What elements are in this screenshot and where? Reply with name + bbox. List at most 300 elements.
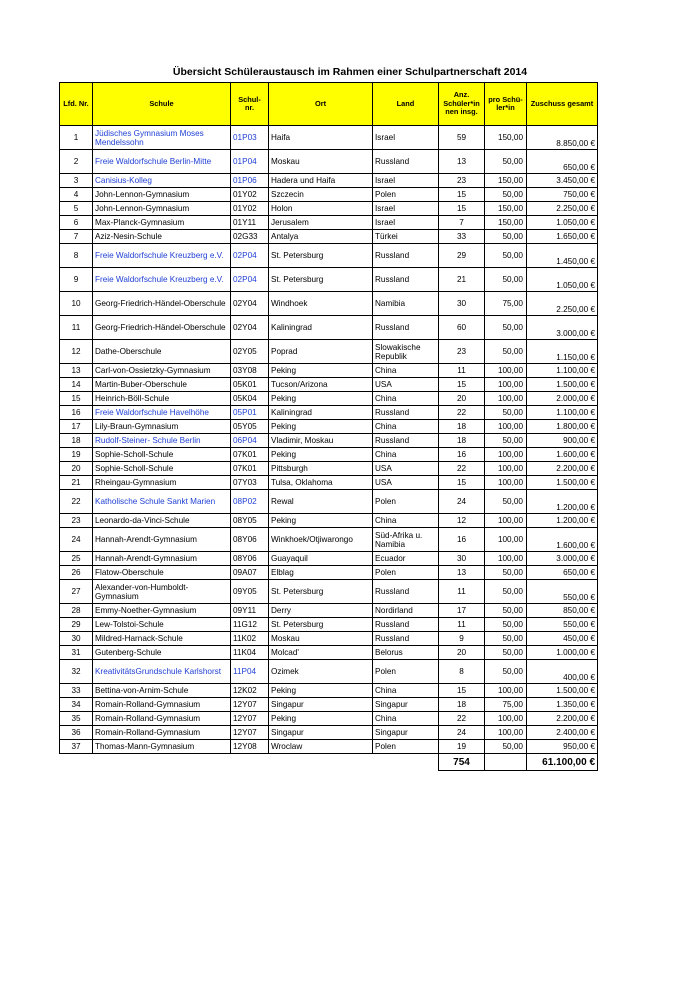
cell-land: China [373,392,439,406]
cell-anz: 8 [439,660,485,684]
cell-schule: Hannah-Arendt-Gymnasium [93,552,231,566]
cell-land: Polen [373,188,439,202]
cell-schulnr: 09A07 [231,566,269,580]
cell-zuschuss: 1.050,00 € [527,268,598,292]
cell-anz: 13 [439,150,485,174]
cell-zuschuss: 1.100,00 € [527,364,598,378]
table-row [60,174,598,188]
cell-zuschuss: 1.050,00 € [527,216,598,230]
cell-nr: 36 [60,726,93,740]
cell-anz: 23 [439,174,485,188]
totals-spacer [60,754,439,771]
table-row [60,566,598,580]
header-pro: pro Schü- ler*in [485,83,527,126]
cell-anz: 60 [439,316,485,340]
cell-pro: 50,00 [485,604,527,618]
cell-anz: 22 [439,462,485,476]
cell-pro: 50,00 [485,230,527,244]
cell-zuschuss: 3.450,00 € [527,174,598,188]
table-row [60,216,598,230]
cell-nr: 35 [60,712,93,726]
cell-zuschuss: 1.500,00 € [527,684,598,698]
cell-zuschuss: 1.450,00 € [527,244,598,268]
cell-schulnr: 11G12 [231,618,269,632]
table-row [60,202,598,216]
cell-zuschuss: 1.150,00 € [527,340,598,364]
cell-land: Polen [373,740,439,754]
cell-pro: 50,00 [485,188,527,202]
cell-anz: 20 [439,646,485,660]
cell-schule: Alexander-von-Humboldt-Gymnasium [93,580,231,604]
cell-nr: 10 [60,292,93,316]
cell-pro: 100,00 [485,528,527,552]
cell-ort: Elblag [269,566,373,580]
cell-nr: 16 [60,406,93,420]
cell-schulnr: 12Y08 [231,740,269,754]
cell-nr: 9 [60,268,93,292]
cell-schulnr: 11K04 [231,646,269,660]
cell-zuschuss: 3.000,00 € [527,552,598,566]
cell-schule: Lily-Braun-Gymnasium [93,420,231,434]
cell-zuschuss: 1.200,00 € [527,490,598,514]
cell-schulnr: 09Y11 [231,604,269,618]
cell-zuschuss: 550,00 € [527,580,598,604]
cell-schulnr: 08P02 [231,490,269,514]
cell-zuschuss: 1.350,00 € [527,698,598,712]
cell-land: USA [373,378,439,392]
cell-pro: 100,00 [485,364,527,378]
cell-nr: 13 [60,364,93,378]
cell-ort: Moskau [269,632,373,646]
cell-schule: Sophie-Scholl-Schule [93,448,231,462]
cell-land: China [373,712,439,726]
cell-nr: 24 [60,528,93,552]
cell-land: Russland [373,434,439,448]
cell-schulnr: 06P04 [231,434,269,448]
cell-ort: Peking [269,420,373,434]
cell-zuschuss: 1.200,00 € [527,514,598,528]
cell-land: Russland [373,150,439,174]
cell-ort: Kaliningrad [269,316,373,340]
cell-schulnr: 01Y02 [231,202,269,216]
cell-zuschuss: 850,00 € [527,604,598,618]
cell-pro: 100,00 [485,552,527,566]
table-row [60,406,598,420]
cell-ort: Pittsburgh [269,462,373,476]
cell-schulnr: 08Y06 [231,528,269,552]
cell-ort: Holon [269,202,373,216]
cell-nr: 8 [60,244,93,268]
header-nr: Lfd. Nr. [60,83,93,126]
cell-ort: Hadera und Haifa [269,174,373,188]
cell-anz: 30 [439,552,485,566]
cell-ort: Kaliningrad [269,406,373,420]
cell-schule: Flatow-Oberschule [93,566,231,580]
cell-nr: 22 [60,490,93,514]
table-row [60,268,598,292]
total-zuschuss: 61.100,00 € [527,754,598,771]
cell-land: China [373,448,439,462]
cell-pro: 50,00 [485,740,527,754]
cell-land: Türkei [373,230,439,244]
table-row [60,188,598,202]
cell-zuschuss: 2.400,00 € [527,726,598,740]
cell-land: Namibia [373,292,439,316]
cell-land: China [373,364,439,378]
cell-ort: St. Petersburg [269,244,373,268]
cell-nr: 1 [60,126,93,150]
cell-schule: Leonardo-da-Vinci-Schule [93,514,231,528]
cell-anz: 18 [439,698,485,712]
cell-land: Russland [373,580,439,604]
cell-land: Russland [373,244,439,268]
table-row [60,292,598,316]
cell-land: China [373,684,439,698]
table-row [60,580,598,604]
cell-pro: 75,00 [485,292,527,316]
cell-zuschuss: 2.200,00 € [527,712,598,726]
cell-nr: 7 [60,230,93,244]
cell-nr: 2 [60,150,93,174]
cell-ort: Szczecin [269,188,373,202]
table-row [60,434,598,448]
cell-schulnr: 12K02 [231,684,269,698]
cell-schulnr: 02P04 [231,268,269,292]
table-row [60,726,598,740]
table-row [60,618,598,632]
cell-nr: 37 [60,740,93,754]
cell-nr: 27 [60,580,93,604]
header-schule: Schule [93,83,231,126]
cell-zuschuss: 400,00 € [527,660,598,684]
cell-schule: Carl-von-Ossietzky-Gymnasium [93,364,231,378]
cell-schulnr: 05Y05 [231,420,269,434]
exchange-table [59,82,598,771]
table-row [60,552,598,566]
cell-nr: 30 [60,632,93,646]
cell-nr: 31 [60,646,93,660]
cell-ort: Ozimek [269,660,373,684]
cell-pro: 50,00 [485,316,527,340]
cell-schulnr: 08Y05 [231,514,269,528]
cell-zuschuss: 650,00 € [527,566,598,580]
table-row [60,448,598,462]
cell-schulnr: 01Y02 [231,188,269,202]
cell-nr: 3 [60,174,93,188]
cell-pro: 50,00 [485,566,527,580]
cell-pro: 50,00 [485,660,527,684]
cell-pro: 50,00 [485,406,527,420]
cell-schulnr: 05K01 [231,378,269,392]
cell-anz: 16 [439,448,485,462]
cell-anz: 9 [439,632,485,646]
cell-nr: 11 [60,316,93,340]
cell-ort: Singapur [269,698,373,712]
cell-schulnr: 01P03 [231,126,269,150]
cell-schulnr: 02G33 [231,230,269,244]
table-row [60,476,598,490]
cell-zuschuss: 750,00 € [527,188,598,202]
cell-schulnr: 11K02 [231,632,269,646]
cell-schulnr: 07K01 [231,448,269,462]
cell-zuschuss: 3.000,00 € [527,316,598,340]
table-row [60,660,598,684]
cell-schule: Rheingau-Gymnasium [93,476,231,490]
cell-land: Israel [373,174,439,188]
cell-land: Russland [373,618,439,632]
cell-pro: 100,00 [485,448,527,462]
cell-schulnr: 05K04 [231,392,269,406]
table-row [60,712,598,726]
cell-ort: Peking [269,684,373,698]
cell-pro: 50,00 [485,434,527,448]
cell-ort: Vladimir, Moskau [269,434,373,448]
table-body [60,126,598,754]
table-row [60,340,598,364]
cell-land: Polen [373,490,439,514]
cell-nr: 25 [60,552,93,566]
cell-ort: Wroclaw [269,740,373,754]
cell-land: Süd-Afrika u. Namibia [373,528,439,552]
cell-pro: 100,00 [485,476,527,490]
cell-pro: 150,00 [485,126,527,150]
cell-pro: 50,00 [485,632,527,646]
cell-schulnr: 12Y07 [231,712,269,726]
cell-ort: Jerusalem [269,216,373,230]
cell-zuschuss: 2.250,00 € [527,202,598,216]
cell-pro: 50,00 [485,618,527,632]
cell-ort: Molcad' [269,646,373,660]
cell-schulnr: 01Y11 [231,216,269,230]
header-anz: Anz. Schüler*in nen insg. [439,83,485,126]
cell-ort: Rewal [269,490,373,514]
cell-ort: Poprad [269,340,373,364]
cell-zuschuss: 2.200,00 € [527,462,598,476]
cell-anz: 30 [439,292,485,316]
cell-pro: 150,00 [485,216,527,230]
cell-pro: 75,00 [485,698,527,712]
cell-anz: 11 [439,618,485,632]
cell-schule: Georg-Friedrich-Händel-Oberschule [93,316,231,340]
table-row [60,364,598,378]
table-row [60,740,598,754]
cell-zuschuss: 1.650,00 € [527,230,598,244]
cell-schule: Gutenberg-Schule [93,646,231,660]
cell-schule: Freie Waldorfschule Berlin-Mitte [93,150,231,174]
cell-zuschuss: 8.850,00 € [527,126,598,150]
cell-ort: Tucson/Arizona [269,378,373,392]
cell-anz: 15 [439,476,485,490]
table-row [60,378,598,392]
cell-land: Slowakische Republik [373,340,439,364]
cell-anz: 59 [439,126,485,150]
cell-schulnr: 02Y05 [231,340,269,364]
table-row [60,392,598,406]
cell-land: USA [373,476,439,490]
cell-ort: Moskau [269,150,373,174]
cell-land: Ecuador [373,552,439,566]
cell-pro: 150,00 [485,174,527,188]
cell-anz: 16 [439,528,485,552]
cell-nr: 33 [60,684,93,698]
total-anz: 754 [439,754,485,771]
cell-anz: 12 [439,514,485,528]
cell-nr: 5 [60,202,93,216]
cell-anz: 18 [439,420,485,434]
cell-schulnr: 11P04 [231,660,269,684]
cell-nr: 15 [60,392,93,406]
page-title: Übersicht Schüleraustausch im Rahmen einer Schulpartnerschaft 2014 [172,66,528,78]
table-row [60,462,598,476]
cell-nr: 17 [60,420,93,434]
cell-ort: Derry [269,604,373,618]
header-zuschuss: Zuschuss gesamt [527,83,598,126]
cell-schule: Freie Waldorfschule Kreuzberg e.V. [93,268,231,292]
cell-zuschuss: 1.500,00 € [527,378,598,392]
cell-anz: 11 [439,580,485,604]
cell-schulnr: 12Y07 [231,698,269,712]
cell-schulnr: 12Y07 [231,726,269,740]
totals-row [60,754,598,771]
cell-zuschuss: 550,00 € [527,618,598,632]
cell-schule: Freie Waldorfschule Havelhöhe [93,406,231,420]
cell-schulnr: 03Y08 [231,364,269,378]
cell-zuschuss: 2.250,00 € [527,292,598,316]
cell-land: Singapur [373,726,439,740]
table-row [60,632,598,646]
cell-pro: 100,00 [485,420,527,434]
cell-schule: Bettina-von-Arnim-Schule [93,684,231,698]
cell-schulnr: 05P01 [231,406,269,420]
cell-nr: 19 [60,448,93,462]
cell-schule: Katholische Schule Sankt Marien [93,490,231,514]
cell-schule: Dathe-Oberschule [93,340,231,364]
cell-schule: Sophie-Scholl-Schule [93,462,231,476]
cell-schulnr: 02P04 [231,244,269,268]
cell-pro: 100,00 [485,712,527,726]
cell-schulnr: 08Y06 [231,552,269,566]
cell-schule: Rudolf-Steiner- Schule Berlin [93,434,231,448]
cell-zuschuss: 900,00 € [527,434,598,448]
cell-schule: KreativitätsGrundschule Karlshorst [93,660,231,684]
cell-ort: Haifa [269,126,373,150]
header-row [60,83,598,126]
cell-schulnr: 01P06 [231,174,269,188]
cell-anz: 15 [439,202,485,216]
cell-anz: 11 [439,364,485,378]
cell-anz: 24 [439,490,485,514]
cell-anz: 24 [439,726,485,740]
cell-land: Belorus [373,646,439,660]
cell-ort: Singapur [269,726,373,740]
cell-nr: 23 [60,514,93,528]
cell-nr: 29 [60,618,93,632]
cell-schule: Emmy-Noether-Gymnasium [93,604,231,618]
cell-anz: 19 [439,740,485,754]
cell-ort: Windhoek [269,292,373,316]
cell-nr: 4 [60,188,93,202]
cell-anz: 21 [439,268,485,292]
cell-zuschuss: 950,00 € [527,740,598,754]
table-row [60,150,598,174]
cell-nr: 34 [60,698,93,712]
cell-zuschuss: 1.600,00 € [527,448,598,462]
cell-land: Singapur [373,698,439,712]
table-row [60,126,598,150]
cell-pro: 50,00 [485,340,527,364]
cell-nr: 14 [60,378,93,392]
cell-ort: Guayaquil [269,552,373,566]
table-row [60,316,598,340]
cell-anz: 15 [439,684,485,698]
cell-land: Nordirland [373,604,439,618]
cell-pro: 50,00 [485,580,527,604]
cell-zuschuss: 1.800,00 € [527,420,598,434]
header-land: Land [373,83,439,126]
cell-land: Polen [373,660,439,684]
cell-pro: 50,00 [485,150,527,174]
cell-schule: John-Lennon-Gymnasium [93,202,231,216]
cell-nr: 18 [60,434,93,448]
cell-anz: 18 [439,434,485,448]
cell-ort: St. Petersburg [269,268,373,292]
cell-ort: Peking [269,392,373,406]
cell-schulnr: 02Y04 [231,316,269,340]
cell-ort: Peking [269,448,373,462]
cell-pro: 50,00 [485,244,527,268]
header-ort: Ort [269,83,373,126]
cell-schule: Mildred-Harnack-Schule [93,632,231,646]
cell-schule: Romain-Rolland-Gymnasium [93,712,231,726]
cell-land: Russland [373,316,439,340]
cell-zuschuss: 1.100,00 € [527,406,598,420]
cell-pro: 100,00 [485,378,527,392]
total-pro-empty [485,754,527,771]
cell-land: China [373,514,439,528]
cell-land: Israel [373,202,439,216]
cell-schulnr: 07Y03 [231,476,269,490]
table-row [60,490,598,514]
cell-land: Polen [373,566,439,580]
cell-schule: Hannah-Arendt-Gymnasium [93,528,231,552]
cell-anz: 17 [439,604,485,618]
cell-land: Russland [373,406,439,420]
table-row [60,244,598,268]
cell-schule: Freie Waldorfschule Kreuzberg e.V. [93,244,231,268]
cell-pro: 100,00 [485,514,527,528]
cell-schulnr: 02Y04 [231,292,269,316]
cell-nr: 6 [60,216,93,230]
cell-schule: Romain-Rolland-Gymnasium [93,698,231,712]
table-row [60,698,598,712]
table-row [60,514,598,528]
cell-land: Russland [373,632,439,646]
cell-zuschuss: 1.600,00 € [527,528,598,552]
cell-nr: 12 [60,340,93,364]
table-row [60,528,598,552]
cell-pro: 100,00 [485,462,527,476]
cell-schule: Thomas-Mann-Gymnasium [93,740,231,754]
cell-schule: Romain-Rolland-Gymnasium [93,726,231,740]
table-row [60,646,598,660]
cell-ort: St. Petersburg [269,618,373,632]
cell-schule: Aziz-Nesin-Schule [93,230,231,244]
cell-land: Israel [373,126,439,150]
cell-anz: 13 [439,566,485,580]
cell-schule: Lew-Tolstoi-Schule [93,618,231,632]
cell-pro: 50,00 [485,646,527,660]
cell-schulnr: 07K01 [231,462,269,476]
